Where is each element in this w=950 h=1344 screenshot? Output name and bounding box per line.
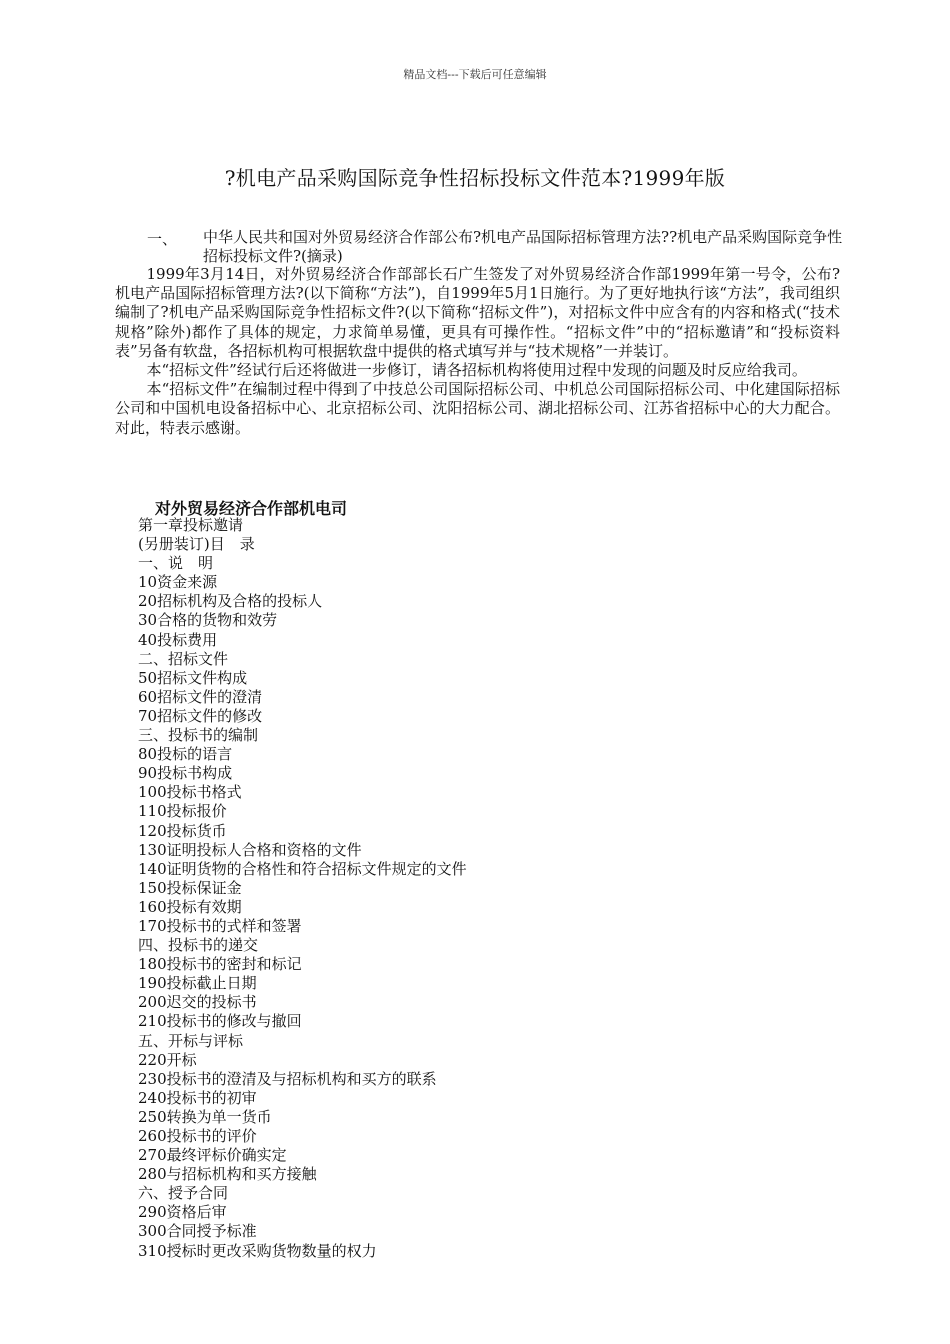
toc-item: (另册装订)目 录 — [138, 535, 255, 554]
toc-item: 280与招标机构和买方接触 — [138, 1165, 317, 1184]
toc-item: 220开标 — [138, 1050, 197, 1069]
toc-item: 140证明货物的合格性和符合招标文件规定的文件 — [138, 859, 467, 878]
toc-item: 120投标货币 — [138, 821, 227, 840]
toc-item: 二、招标文件 — [138, 649, 229, 668]
toc-item: 四、投标书的递交 — [138, 936, 259, 955]
toc-item: 80投标的语言 — [138, 745, 233, 764]
section-heading: 中华人民共和国对外贸易经济合作部公布?机电产品国际招标管理方法??机电产品采购国际竞争性招标投标文件?(摘录) — [203, 228, 843, 265]
toc-item: 160投标有效期 — [138, 897, 242, 916]
toc-item: 210投标书的修改与撤回 — [138, 1012, 302, 1031]
toc-item: 270最终评标价确实定 — [138, 1146, 287, 1165]
toc-item: 70招标文件的修改 — [138, 706, 263, 725]
toc-item: 150投标保证金 — [138, 878, 242, 897]
toc-item: 一、说 明 — [138, 554, 214, 573]
toc-item: 40投标费用 — [138, 630, 218, 649]
table-of-contents — [138, 516, 738, 1261]
toc-item: 130证明投标人合格和资格的文件 — [138, 840, 362, 859]
intro-body — [115, 265, 840, 438]
intro-paragraph: 本“招标文件”在编制过程中得到了中技总公司国际招标公司、中机总公司国际招标公司、中化建国际招标公司和中国机电设备招标中心、北京招标公司、沈阳招标公司、湖北招标公司、江苏省招标中心的大力配合。对此，特表示感谢。 — [115, 380, 840, 437]
toc-item: 290资格后审 — [138, 1203, 227, 1222]
page-header-note: 精品文档---下载后可任意编辑 — [403, 68, 547, 81]
toc-item: 100投标书格式 — [138, 783, 242, 802]
intro-paragraph: 1999年3月14日，对外贸易经济合作部部长石广生签发了对外贸易经济合作部1999年第一号令，公布?机电产品国际招标管理方法?(以下简称“方法”)，自1999年5月1日施行。为了更好地执行该“方法”，我司组织编制了?机电产品采购国际竞争性招标文件?(以下简称“招标文件”)，对招标文件中应含有的内容和格式(“技术规格”除外)都作了具体的规定，力求简单易懂，更具有可操作性。“招标文件”中的“招标邀请”和“投标资料表”另备有软盘，各招标机构可根据软盘中提供的格式填写并与“技术规格”一并装订。 — [115, 265, 840, 360]
document-title: ?机电产品采购国际竞争性招标投标文件范本?1999年版 — [224, 166, 726, 190]
toc-item: 300合同授予标准 — [138, 1222, 257, 1241]
toc-item: 30合格的货物和效劳 — [138, 611, 278, 630]
toc-item: 五、开标与评标 — [138, 1031, 244, 1050]
toc-item: 250转换为单一货币 — [138, 1107, 272, 1126]
toc-item: 310授标时更改采购货物数量的权力 — [138, 1241, 377, 1260]
toc-item: 60招标文件的澄清 — [138, 687, 263, 706]
toc-item: 240投标书的初审 — [138, 1088, 257, 1107]
toc-item: 190投标截止日期 — [138, 974, 257, 993]
toc-item: 第一章投标邀请 — [138, 516, 244, 534]
toc-item: 10资金来源 — [138, 573, 218, 592]
section-number: 一、 — [147, 230, 178, 248]
toc-item: 六、授予合同 — [138, 1184, 229, 1203]
toc-item: 三、投标书的编制 — [138, 726, 259, 745]
toc-item: 260投标书的评价 — [138, 1127, 257, 1145]
toc-item: 20招标机构及合格的投标人 — [138, 592, 323, 611]
toc-item: 180投标书的密封和标记 — [138, 955, 302, 974]
toc-item: 200迟交的投标书 — [138, 993, 257, 1012]
toc-item: 90投标书构成 — [138, 764, 233, 783]
toc-item: 230投标书的澄清及与招标机构和买方的联系 — [138, 1069, 437, 1088]
toc-item: 110投标报价 — [138, 802, 227, 821]
intro-paragraph: 本“招标文件”经试行后还将做进一步修订，请各招标机构将使用过程中发现的问题及时反应给我司。 — [146, 361, 807, 380]
organization-title: 对外贸易经济合作部机电司 — [155, 499, 348, 518]
toc-item: 50招标文件构成 — [138, 668, 248, 687]
toc-item: 170投标书的式样和签署 — [138, 916, 302, 935]
